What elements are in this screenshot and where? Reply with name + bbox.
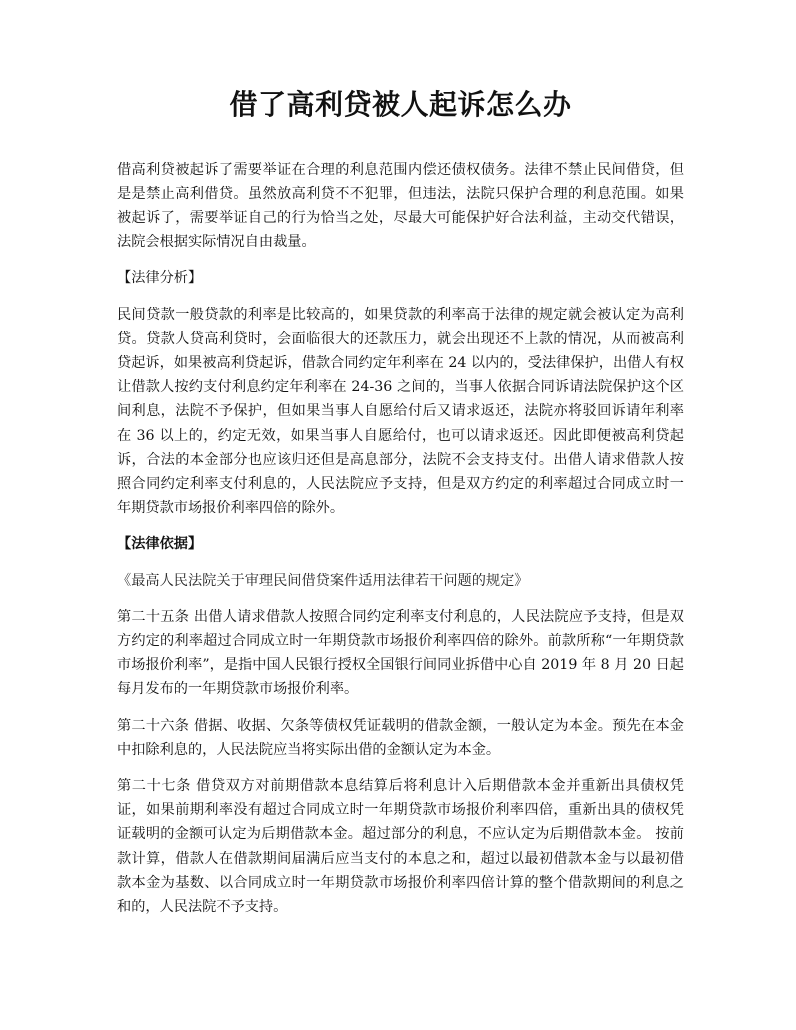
legal-analysis-heading: 【法律分析】	[117, 270, 203, 287]
document-title: 借了高利贷被人起诉怎么办	[229, 88, 572, 121]
intro-paragraph: 借高利贷被起诉了需要举证在合理的利息范围内偿还债权债务。法律不禁止民间借贷，但是是禁止高利借贷。虽然放高利贷不不犯罪，但违法，法院只保护合理的利息范围。如果被起诉了，需要举证自己的行为恰当之处，尽最大可能保护好合法利益，主动交代错误，法院会根据实际情况自由裁量。	[117, 161, 684, 251]
legal-basis-source: 《最高人民法院关于审理民间借贷案件适用法律若干问题的规定》	[117, 572, 529, 589]
article-25-paragraph: 第二十五条 出借人请求借款人按照合同约定利率支付利息的，人民法院应予支持，但是双方约定的利率超过合同成立时一年期贷款市场报价利率四倍的除外。前款所称“一年期贷款市场报价利率”，是指中国人民银行授权全国银行间同业拆借中心自 2019 年 8 月 20 日起每月发布的一年期贷款市场报价利率。	[117, 608, 685, 698]
article-26-paragraph: 第二十六条 借据、收据、欠条等债权凭证载明的借款金额，一般认定为本金。预先在本金中扣除利息的，人民法院应当将实际出借的金额认定为本金。	[117, 717, 684, 758]
legal-basis-heading: 【法律依据】	[117, 536, 203, 553]
article-27-paragraph: 第二十七条 借贷双方对前期借款本息结算后将利息计入后期借款本金并重新出具债权凭证，如果前期利率没有超过合同成立时一年期贷款市场报价利率四倍，重新出具的债权凭证载明的金额可认定为后期借款本金。超过部分的利息，不应认定为后期借款本金。 按前款计算，借款人在借款期间届满后应当支付的本息之和，超过以最初借款本金与以最初借款本金为基数、以合同成立时一年期贷款市场报价利率四倍计算的整个借款期间的利息之和的，人民法院不予支持。	[117, 778, 684, 916]
legal-analysis-paragraph: 民间贷款一般贷款的利率是比较高的，如果贷款的利率高于法律的规定就会被认定为高利贷。贷款人贷高利贷时，会面临很大的还款压力，就会出现还不上款的情况，从而被高利贷起诉，如果被高利贷起诉，借款合同约定年利率在 24 以内的，受法律保护，出借人有权让借款人按约支付利息约定年利率在 24-36 之间的，当事人依据合同诉请法院保护这个区间利息，法院不予保护，但如果当事人自愿给付后又请求返还，法院亦将驳回诉请年利率在 36 以上的，约定无效，如果当事人自愿给付，也可以请求返还。因此即便被高利贷起诉，合法的本金部分也应该归还但是高息部分，法院不会支持支付。出借人请求借款人按照合同约定利率支付利息的，人民法院应予支持，但是双方约定的利率超过合同成立时一年期贷款市场报价利率四倍的除外。	[117, 306, 684, 517]
